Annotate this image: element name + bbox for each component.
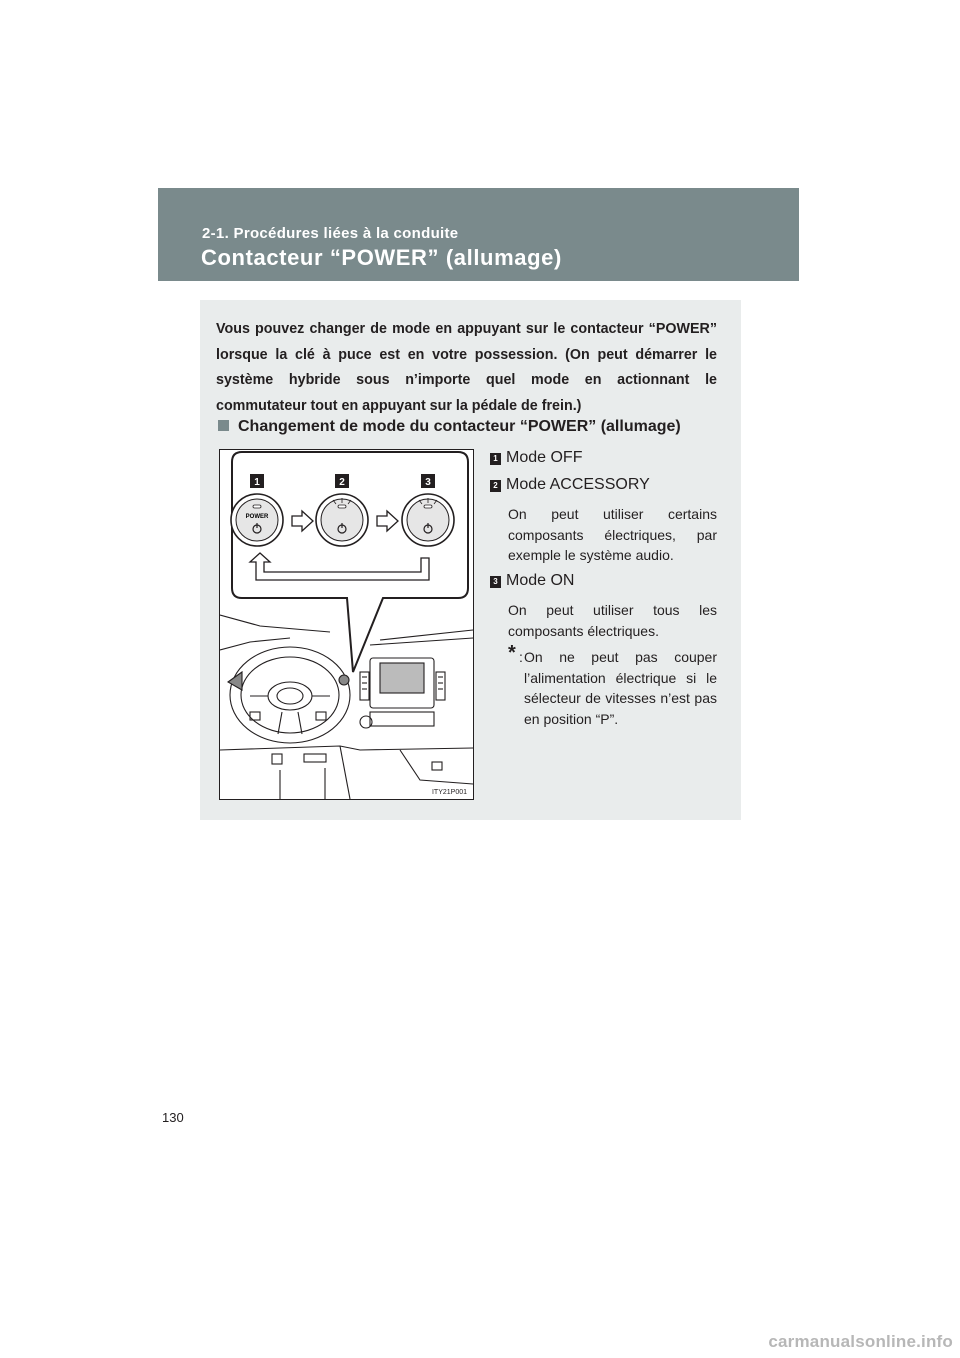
watermark: carmanualsonline.info xyxy=(768,1332,953,1351)
badge-2: 2 xyxy=(339,477,345,488)
badge-1: 1 xyxy=(254,477,260,488)
dashboard-sketch xyxy=(220,615,473,799)
note-colon: : xyxy=(519,649,523,665)
note-text: On ne peut pas couper l’alimentation électrique si le sélecteur de vitesses n’est pas en position “P”. xyxy=(524,649,717,727)
mode-off xyxy=(491,448,582,468)
subheading-text: Changement de mode du contacteur “POWER” (allumage) xyxy=(238,418,681,435)
badge-3: 3 xyxy=(425,477,431,488)
badge-icon: 2 xyxy=(490,480,501,492)
power-button-label: POWER xyxy=(245,514,269,520)
figure-code: ITY21P001 xyxy=(431,789,467,796)
intro-paragraph: Vous pouvez changer de mode en appuyant sur le contacteur “POWER” lorsque la clé à puce est en votre possession. (On peut démarrer le système hybride sous n’importe quel mode en actionnant le commutateur tout en appuyant sur la pédale de frein.) xyxy=(216,321,717,414)
square-bullet-icon xyxy=(218,420,229,431)
power-switch-illustration xyxy=(219,449,474,800)
mode-on-desc: On peut utiliser tous les composants électriques. xyxy=(508,602,717,639)
footnote xyxy=(508,642,717,737)
content-panel xyxy=(200,300,741,820)
power-button-on xyxy=(402,494,454,546)
mode-label: Mode ACCESSORY xyxy=(506,476,650,493)
dashboard-drawing xyxy=(220,450,473,799)
power-button-accessory xyxy=(316,494,368,546)
page-number: 130 xyxy=(162,1110,184,1125)
section-header xyxy=(158,188,799,281)
power-button-off xyxy=(231,494,283,546)
page-title: Contacteur “POWER” (allumage) xyxy=(201,245,562,270)
mode-accessory-desc: On peut utiliser certains composants électriques, par exemple le système audio. xyxy=(508,506,717,563)
badge-icon: 1 xyxy=(490,453,501,465)
mode-on xyxy=(491,571,574,591)
mode-accessory xyxy=(491,475,650,495)
asterisk-icon: * xyxy=(508,642,516,664)
mode-label: Mode OFF xyxy=(506,449,583,466)
mode-label: Mode ON xyxy=(506,572,575,589)
badge-icon: 3 xyxy=(490,576,501,588)
section-label: 2-1. Procédures liées à la conduite xyxy=(202,225,459,242)
subheading xyxy=(218,418,681,436)
